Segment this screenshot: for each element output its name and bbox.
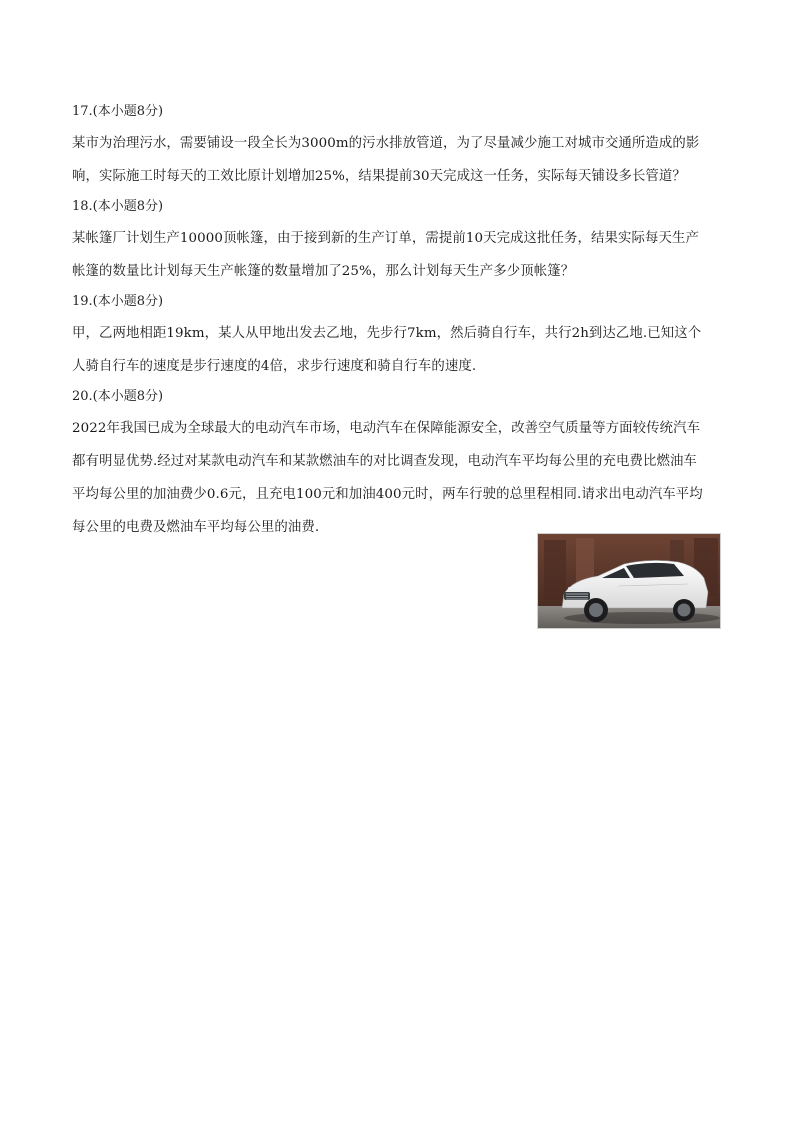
- car-illustration: [538, 534, 721, 629]
- question-header: 18.(本小题8分): [72, 199, 164, 214]
- question-text-line: 都有明显优势.经过对某款电动汽车和某款燃油车的对比调查发现，电动汽车平均每公里的充电费比燃油车: [72, 454, 697, 469]
- question-text-line: 某帐篷厂计划生产10000顶帐篷，由于接到新的生产订单，需提前10天完成这批任务，结果实际每天生产: [72, 231, 699, 246]
- electric-car-photo: [537, 533, 721, 629]
- question-header: 17.(本小题8分): [72, 104, 164, 119]
- question-18: [72, 195, 722, 287]
- question-text-line: 平均每公里的加油费少0.6元，且充电100元和加油400元时，两车行驶的总里程相同.请求出电动汽车平均: [72, 487, 703, 502]
- question-list: [72, 100, 722, 546]
- question-text-line: 响，实际施工时每天的工效比原计划增加25%，结果提前30天完成这一任务，实际每天铺设多长管道？: [72, 169, 686, 184]
- question-text-line: 甲，乙两地相距19km，某人从甲地出发去乙地，先步行7km，然后骑自行车，共行2h到达乙地.已知这个: [72, 326, 702, 341]
- question-17: [72, 100, 722, 192]
- question-header: 19.(本小题8分): [72, 294, 164, 309]
- question-20: [72, 385, 722, 543]
- question-text-line: 某市为治理污水，需要铺设一段全长为3000m的污水排放管道，为了尽量减少施工对城市交通所造成的影: [72, 136, 700, 151]
- question-text-line: 每公里的电费及燃油车平均每公里的油费.: [72, 520, 320, 535]
- question-text-line: 帐篷的数量比计划每天生产帐篷的数量增加了25%，那么计划每天生产多少顶帐篷？: [72, 264, 575, 279]
- question-header: 20.(本小题8分): [72, 389, 164, 404]
- question-text-line: 人骑自行车的速度是步行速度的4倍，求步行速度和骑自行车的速度.: [72, 359, 477, 374]
- question-text-line: 2022年我国已成为全球最大的电动汽车市场，电动汽车在保障能源安全，改善空气质量等方面较传统汽车: [72, 421, 701, 436]
- question-19: [72, 290, 722, 382]
